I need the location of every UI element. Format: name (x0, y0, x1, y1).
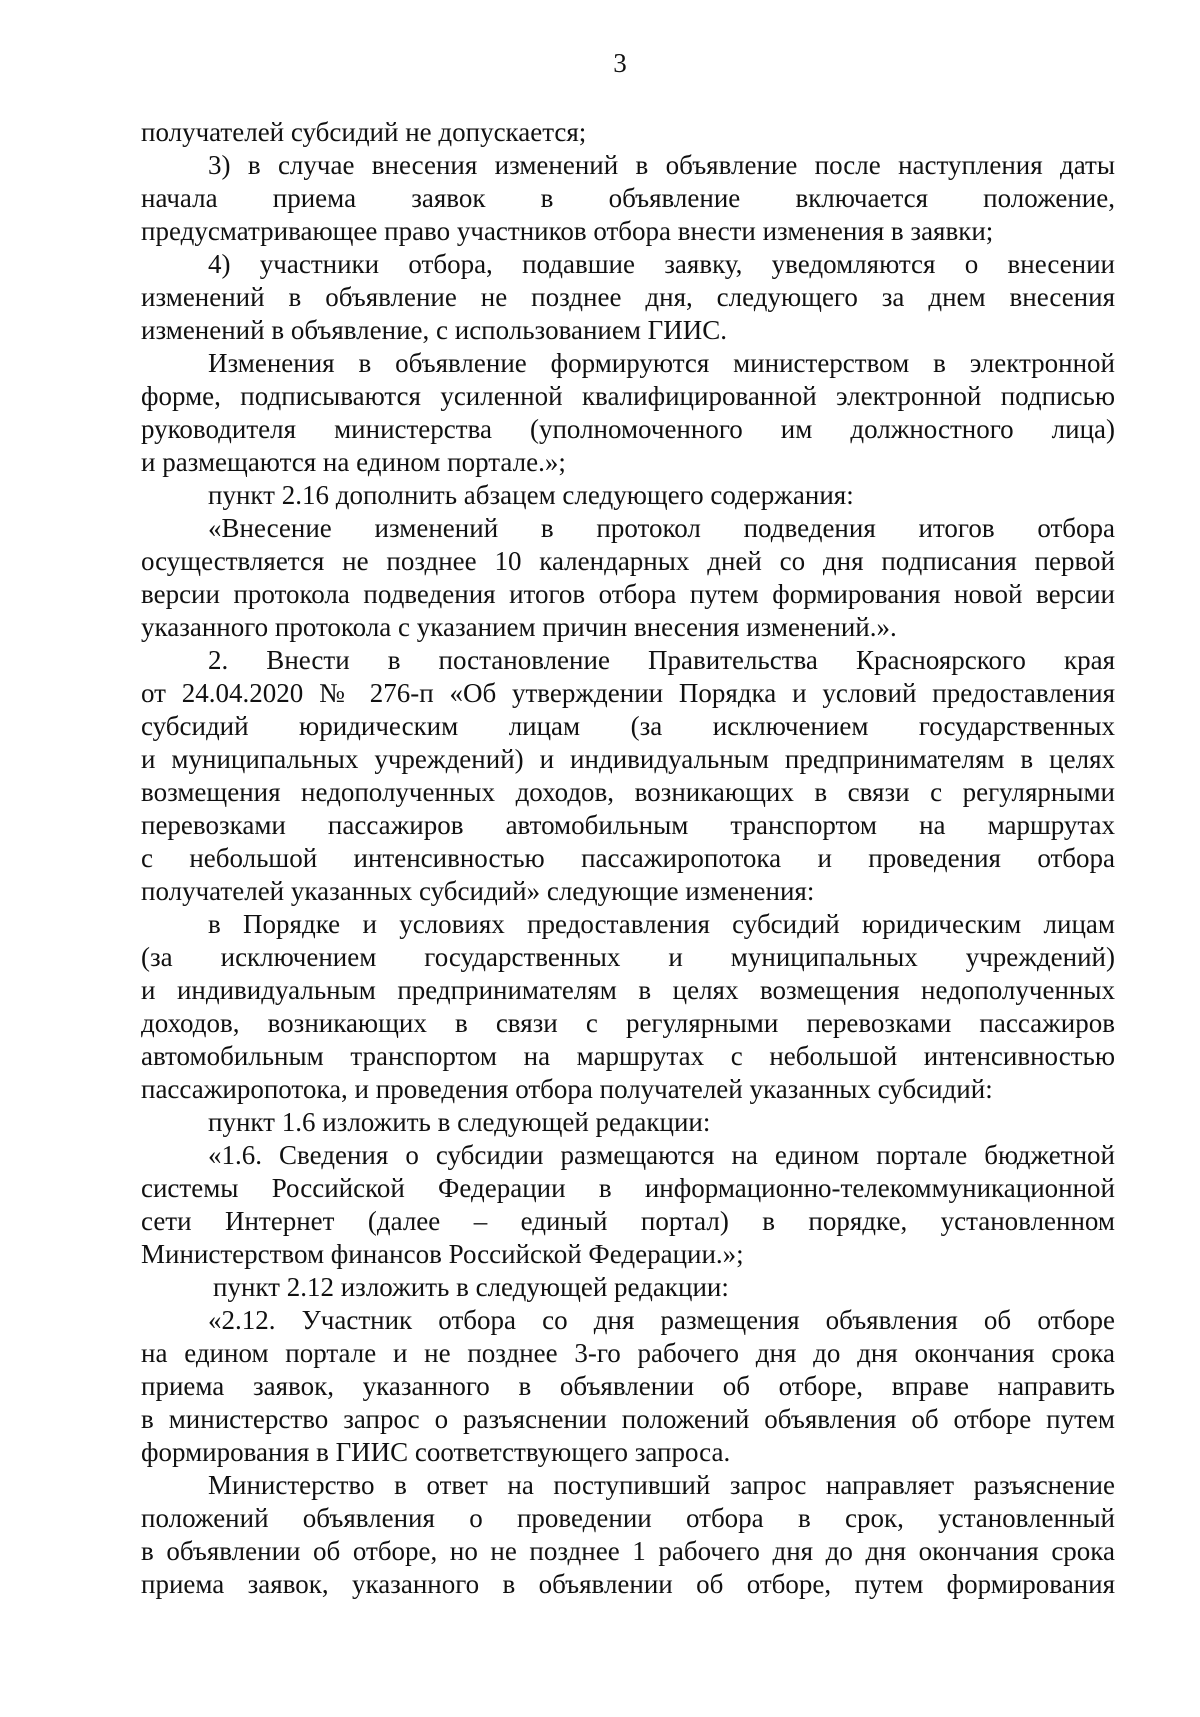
text-line: в Порядке и условиях предоставления субсидий юридическим лицам (208, 909, 1115, 939)
text-line: пункт 2.16 дополнить абзацем следующего содержания: (208, 480, 854, 510)
text-line: в министерство запрос о разъяснении положений объявления об отборе путем (141, 1404, 1115, 1434)
text-line: формирования в ГИИС соответствующего запроса. (141, 1437, 731, 1467)
text-line: системы Российской Федерации в информационно-телекоммуникационной (141, 1173, 1115, 1203)
document-body (141, 116, 1115, 1601)
text-line: версии протокола подведения итогов отбора путем формирования новой версии (141, 579, 1115, 609)
text-line: получателей субсидий не допускается; (141, 117, 587, 147)
text-line: изменений в объявление не позднее дня, следующего за днем внесения (141, 282, 1115, 312)
text-line: осуществляется не позднее 10 календарных дней со дня подписания первой (141, 546, 1115, 576)
text-line: «1.6. Сведения о субсидии размещаются на едином портале бюджетной (208, 1140, 1115, 1170)
text-line: сети Интернет (далее – единый портал) в порядке, установленном (141, 1206, 1115, 1236)
text-line: в объявлении об отборе, но не позднее 1 рабочего дня до дня окончания срока (141, 1536, 1115, 1566)
text-line: Министерством финансов Российской Федерации.»; (141, 1239, 744, 1269)
text-line: пункт 1.6 изложить в следующей редакции: (208, 1107, 711, 1137)
text-line: положений объявления о проведении отбора в срок, установленный (141, 1503, 1115, 1533)
text-line: руководителя министерства (уполномоченного им должностного лица) (141, 414, 1115, 444)
page-number: 3 (613, 48, 627, 78)
text-line: «2.12. Участник отбора со дня размещения объявления об отборе (208, 1305, 1115, 1335)
text-line: 2. Внести в постановление Правительства Красноярского края (208, 645, 1115, 675)
text-line: и муниципальных учреждений) и индивидуальным предпринимателям в целях (141, 744, 1115, 774)
text-line: субсидий юридическим лицам (за исключением государственных (141, 711, 1115, 741)
text-line: возмещения недополученных доходов, возникающих в связи с регулярными (141, 777, 1115, 807)
text-line: доходов, возникающих в связи с регулярными перевозками пассажиров (141, 1008, 1115, 1038)
text-line: автомобильным транспортом на маршрутах с небольшой интенсивностью (141, 1041, 1115, 1071)
text-line: перевозками пассажиров автомобильным транспортом на маршрутах (141, 810, 1115, 840)
text-line: 4) участники отбора, подавшие заявку, уведомляются о внесении (208, 249, 1115, 279)
text-line: пункт 2.12 изложить в следующей редакции: (213, 1272, 729, 1302)
text-line: пассажиропотока, и проведения отбора получателей указанных субсидий: (141, 1074, 993, 1104)
text-line: приема заявок, указанного в объявлении об отборе, вправе направить (141, 1371, 1115, 1401)
text-line: 3) в случае внесения изменений в объявление после наступления даты (208, 150, 1115, 180)
text-line: от 24.04.2020 № 276-п «Об утверждении Порядка и условий предоставления (141, 678, 1115, 708)
text-line: указанного протокола с указанием причин внесения изменений.». (141, 612, 897, 642)
text-line: Изменения в объявление формируются министерством в электронной (208, 348, 1115, 378)
text-line: форме, подписываются усиленной квалифицированной электронной подписью (141, 381, 1115, 411)
text-line: на едином портале и не позднее 3-го рабочего дня до дня окончания срока (141, 1338, 1115, 1368)
text-line: приема заявок, указанного в объявлении об отборе, путем формирования (141, 1569, 1115, 1599)
text-line: Министерство в ответ на поступивший запрос направляет разъяснение (208, 1470, 1115, 1500)
text-line: и размещаются на едином портале.»; (141, 447, 566, 477)
text-line: получателей указанных субсидий» следующие изменения: (141, 876, 815, 906)
text-line: «Внесение изменений в протокол подведения итогов отбора (208, 513, 1115, 543)
text-line: начала приема заявок в объявление включается положение, (141, 183, 1115, 213)
text-line: предусматривающее право участников отбора внести изменения в заявки; (141, 216, 994, 246)
text-line: изменений в объявление, с использованием ГИИС. (141, 315, 728, 345)
text-line: (за исключением государственных и муниципальных учреждений) (141, 942, 1115, 972)
text-line: с небольшой интенсивностью пассажиропотока и проведения отбора (141, 843, 1115, 873)
text-line: и индивидуальным предпринимателям в целях возмещения недополученных (141, 975, 1115, 1005)
